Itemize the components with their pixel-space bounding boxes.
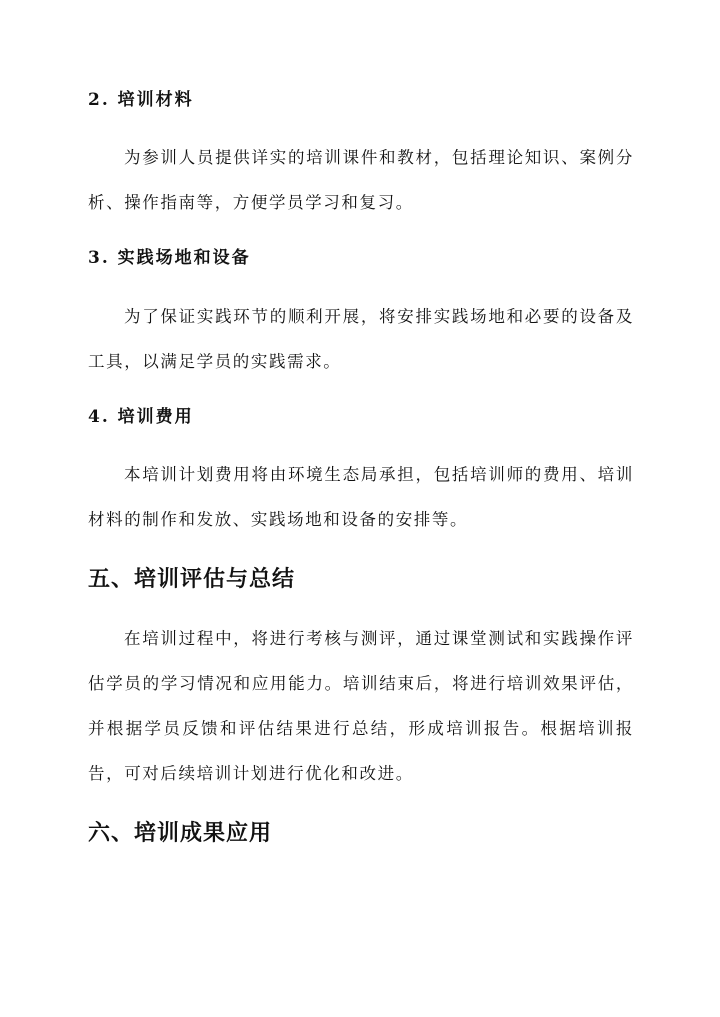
paragraph-training-cost: 本培训计划费用将由环境生态局承担，包括培训师的费用、培训材料的制作和发放、实践场地和设备的安排等。 xyxy=(88,465,634,529)
heading-results-application: 六、培训成果应用 xyxy=(88,820,273,846)
paragraph-training-materials: 为参训人员提供详实的培训课件和教材，包括理论知识、案例分析、操作指南等，方便学员学习和复习。 xyxy=(88,148,634,212)
heading-evaluation-summary: 五、培训评估与总结 xyxy=(88,566,296,592)
paragraph-evaluation-summary: 在培训过程中，将进行考核与测评，通过课堂测试和实践操作评估学员的学习情况和应用能力。培训结束后，将进行培训效果评估，并根据学员反馈和评估结果进行总结，形成培训报告。根据培训报告，可对后续培训计划进行优化和改进。 xyxy=(88,629,634,783)
heading-practice-venue: 3. 实践场地和设备 xyxy=(88,248,251,268)
heading-training-cost: 4. 培训费用 xyxy=(88,407,194,427)
heading-training-materials: 2. 培训材料 xyxy=(88,90,194,110)
paragraph-practice-venue: 为了保证实践环节的顺利开展，将安排实践场地和必要的设备及工具，以满足学员的实践需求。 xyxy=(88,307,634,371)
